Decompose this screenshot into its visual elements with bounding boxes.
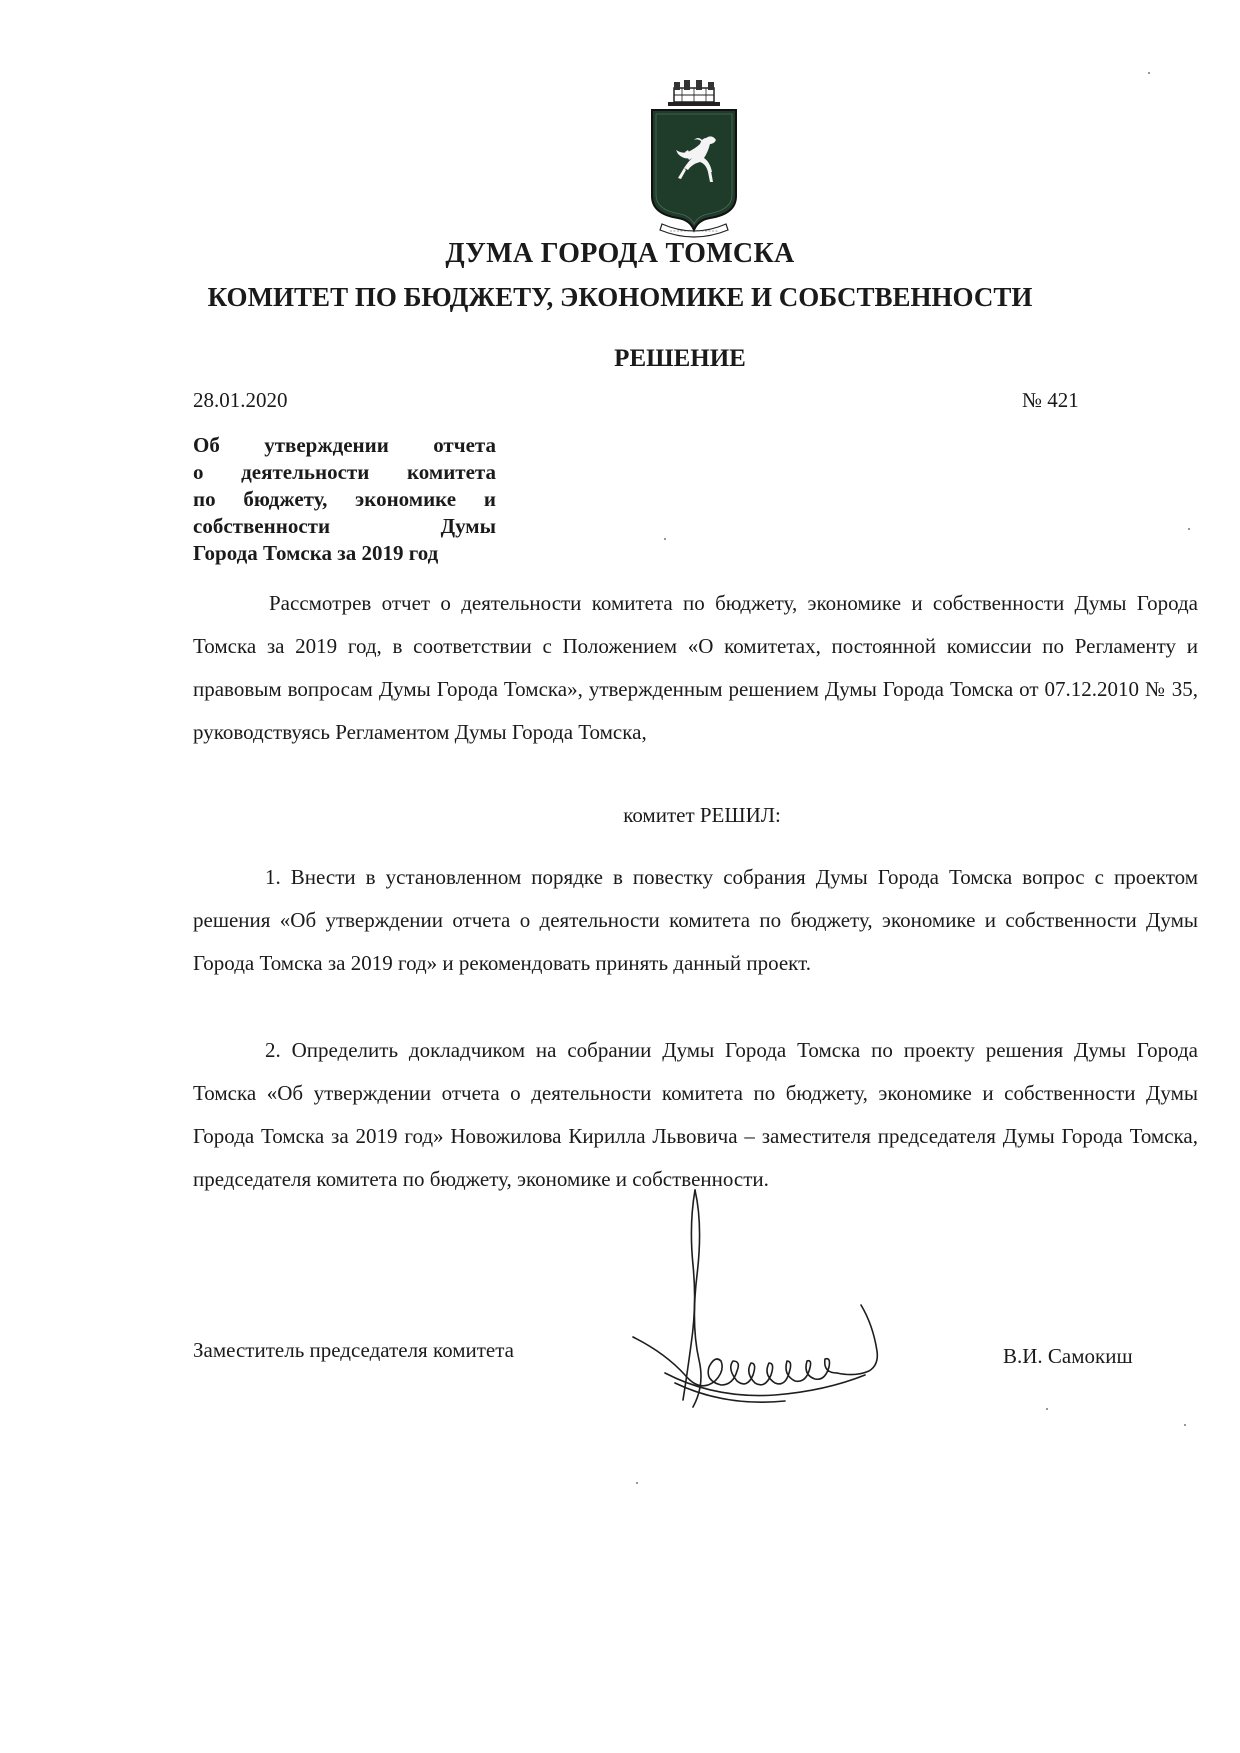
scan-speck <box>636 1482 638 1484</box>
subject-line: о деятельности комитета <box>193 460 496 484</box>
scan-speck <box>1188 528 1190 530</box>
handwritten-signature <box>625 1185 905 1420</box>
shield-icon <box>652 110 736 230</box>
coat-of-arms-emblem <box>648 78 740 240</box>
scan-speck <box>664 538 666 540</box>
resolved-heading: комитет РЕШИЛ: <box>623 803 781 827</box>
scan-speck <box>1148 72 1150 74</box>
subject-line: Об утверждении отчета <box>193 433 496 457</box>
resolution-item-1: 1. Внести в установленном порядке в повестку собрания Думы Города Томска вопрос с проектом решения «Об утверждении отчета о деятельности комитета по бюджету, экономике и собственности Думы Города Томска за 2019 год» и рекомендовать принять данный проект. <box>193 865 1198 975</box>
preamble-paragraph: Рассмотрев отчет о деятельности комитета по бюджету, экономике и собственности Думы Города Томска за 2019 год, в соответствии с Положением «О комитетах, постоянной комиссии по Регламенту и правовым вопросам Думы Города Томска», утвержденным решением Думы Города Томска от 07.12.2010 № 35, руководствуясь Регламентом Думы Города Томска, <box>193 591 1198 744</box>
scan-speck <box>1046 1408 1048 1410</box>
subject-line: собственности Думы <box>193 514 496 538</box>
committee-title: КОМИТЕТ ПО БЮДЖЕТУ, ЭКОНОМИКЕ И СОБСТВЕННОСТИ <box>207 282 1033 312</box>
subject-line: Города Томска за 2019 год <box>193 541 439 565</box>
signer-title: Заместитель председателя комитета <box>193 1338 514 1362</box>
org-title: ДУМА ГОРОДА ТОМСКА <box>445 238 795 269</box>
decision-date: 28.01.2020 <box>193 388 288 412</box>
signer-name: В.И. Самокиш <box>1003 1344 1133 1368</box>
document-type-title: РЕШЕНИЕ <box>614 345 746 372</box>
subject-block <box>193 432 496 567</box>
resolution-item-2: 2. Определить докладчиком на собрании Думы Города Томска по проекту решения Думы Города Томска «Об утверждении отчета о деятельности комитета по бюджету, экономике и собственности Думы Города Томска за 2019 год» Новожилова Кирилла Львовича – заместителя председателя Думы Города Томска, председателя комитета по бюджету, экономике и собственности. <box>193 1038 1198 1191</box>
scan-speck <box>1184 1424 1186 1426</box>
subject-line: по бюджету, экономике и <box>193 487 496 511</box>
decision-number: № 421 <box>1022 388 1079 412</box>
crown-icon <box>668 80 720 106</box>
